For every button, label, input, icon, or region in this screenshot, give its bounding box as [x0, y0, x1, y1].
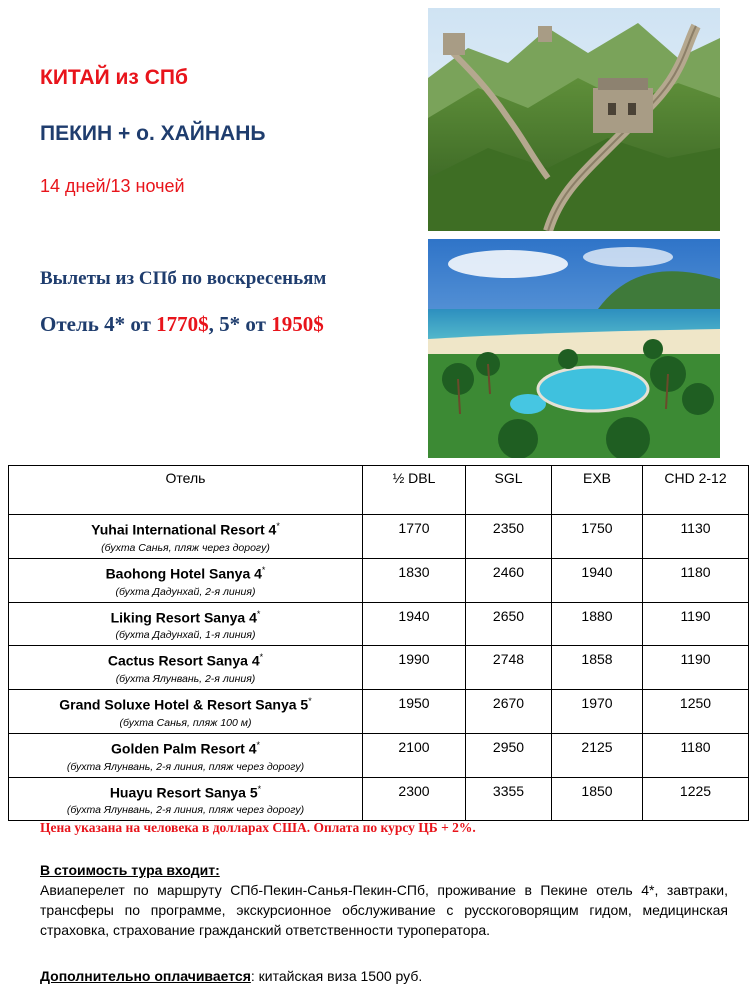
price-sgl: 2460 [466, 559, 552, 603]
hotel-name [9, 690, 362, 714]
price-exb: 1858 [552, 646, 643, 690]
price-half-dbl: 1990 [363, 646, 466, 690]
price-half-dbl: 1770 [363, 515, 466, 559]
hotel-name-text: Huayu Resort Sanya 5 [109, 784, 258, 801]
departure-info: Вылеты из СПб по воскресеньям [40, 268, 327, 289]
hotel-name-text: Baohong Hotel Sanya 4 [105, 565, 262, 582]
hotel-name-text: Liking Resort Sanya 4 [110, 609, 257, 626]
hotel-star-mark: * [261, 565, 266, 575]
hotel-name [9, 778, 362, 802]
page-title: КИТАЙ из СПб [40, 66, 188, 89]
price-chd: 1130 [643, 515, 749, 559]
price-half-dbl: 1830 [363, 559, 466, 603]
hotel-name-text: Grand Soluxe Hotel & Resort Sanya 5 [59, 696, 309, 713]
hotel-name [9, 559, 362, 583]
hotel-location: (бухта Ялунвань, 2-я линия, пляж через дорогу) [66, 804, 305, 817]
hotel-location: (бухта Ялунвань, 2-я линия) [115, 672, 256, 685]
price-exb: 1970 [552, 689, 643, 733]
hotel-cell [9, 733, 363, 777]
price-chd: 1190 [643, 602, 749, 646]
extra-heading: Дополнительно оплачивается [40, 968, 251, 984]
hotel-star-mark: * [259, 652, 264, 663]
included-text: Авиаперелет по маршруту СПб-Пекин-Санья-Пекин-СПб, проживание в Пекине отель 4*, завтраки, трансферы по программе, экскурсионное обслуживание с русскоговорящим гидом, медицинская страховка, страхование гражданский ответственности туроператора. [40, 882, 728, 938]
price-sgl: 3355 [466, 777, 552, 821]
col-header-sgl: SGL [466, 466, 552, 515]
hotel-name [9, 515, 362, 539]
price-chd: 1180 [643, 733, 749, 777]
price-chd: 1180 [643, 559, 749, 603]
hotel-cell [9, 777, 363, 821]
price-chd: 1190 [643, 646, 749, 690]
price-text-2: , 5* от [208, 312, 272, 336]
hotel-location: (бухта Дадунхай, 2-я линия) [115, 585, 256, 598]
price-sgl: 2650 [466, 602, 552, 646]
table-row [9, 559, 749, 603]
price-half-dbl: 1940 [363, 602, 466, 646]
table-row [9, 689, 749, 733]
table-row [9, 733, 749, 777]
hotel-name-text: Cactus Resort Sanya 4 [107, 652, 260, 669]
price-sgl: 2350 [466, 515, 552, 559]
hotel-cell [9, 689, 363, 733]
hotel-name-text: Yuhai International Resort 4 [91, 521, 277, 538]
price-half-dbl: 1950 [363, 689, 466, 733]
hotel-star-mark: * [308, 695, 312, 706]
table-row [9, 602, 749, 646]
table-row [9, 646, 749, 690]
extra-text: : китайская виза 1500 руб. [250, 968, 423, 984]
price-exb: 1940 [552, 559, 643, 603]
price-sgl: 2670 [466, 689, 552, 733]
col-header-hotel: Отель [9, 466, 363, 515]
price-exb: 1880 [552, 602, 643, 646]
col-header-exb: EXB [552, 466, 643, 515]
col-header-half-dbl: ½ DBL [363, 466, 466, 515]
hotel-star-mark: * [256, 739, 260, 750]
hotel-star-mark: * [257, 783, 262, 794]
tour-duration: 14 дней/13 ночей [40, 176, 185, 196]
hotel-location: (бухта Санья, пляж 100 м) [119, 716, 252, 729]
extra-costs [40, 968, 422, 984]
price-summary [40, 312, 324, 337]
table-row [9, 777, 749, 821]
hotel-cell [9, 602, 363, 646]
hotel-location: (бухта Санья, пляж через дорогу) [101, 541, 270, 554]
price-sgl: 2950 [466, 733, 552, 777]
hainan-resort-photo [428, 239, 720, 458]
hotel-name-text: Golden Palm Resort 4 [111, 740, 257, 757]
hotel-cell [9, 559, 363, 603]
price-5-star: 1950$ [271, 312, 324, 336]
price-text-1: Отель 4* от [40, 312, 157, 336]
price-half-dbl: 2100 [363, 733, 466, 777]
price-exb: 1750 [552, 515, 643, 559]
price-exb: 1850 [552, 777, 643, 821]
hotel-cell [9, 515, 363, 559]
great-wall-photo [428, 8, 720, 231]
price-chd: 1250 [643, 689, 749, 733]
hotel-name [9, 734, 362, 758]
hotel-price-table [8, 465, 749, 821]
table-header-row [9, 466, 749, 515]
table-row [9, 515, 749, 559]
hotel-location: (бухта Дадунхай, 1-я линия) [115, 629, 256, 642]
hotel-cell [9, 646, 363, 690]
price-sgl: 2748 [466, 646, 552, 690]
hotel-name [9, 646, 362, 670]
col-header-chd: CHD 2-12 [643, 466, 749, 515]
price-exb: 2125 [552, 733, 643, 777]
price-4-star: 1770$ [156, 312, 209, 336]
hotel-name [9, 603, 362, 627]
price-half-dbl: 2300 [363, 777, 466, 821]
price-chd: 1225 [643, 777, 749, 821]
price-note: Цена указана на человека в долларах США. Оплата по курсу ЦБ + 2%. [40, 820, 476, 835]
included-heading: В стоимость тура входит: [40, 862, 220, 878]
route-title: ПЕКИН + о. ХАЙНАНЬ [40, 122, 266, 145]
hotel-location: (бухта Ялунвань, 2-я линия, пляж через дорогу) [66, 760, 305, 773]
hotel-star-mark: * [276, 521, 280, 531]
hotel-star-mark: * [256, 608, 261, 619]
